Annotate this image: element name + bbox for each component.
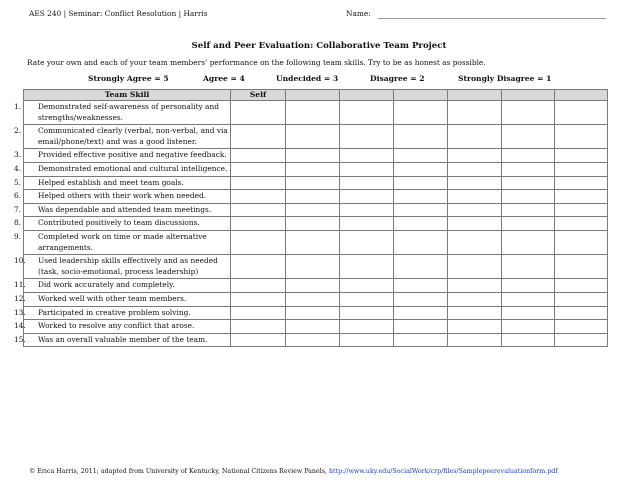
skill-number: 13. <box>14 307 26 317</box>
evaluation-table <box>14 89 608 347</box>
peer-rating-cell[interactable] <box>448 217 502 231</box>
table-row <box>24 279 608 293</box>
skill-number: 4. <box>14 163 22 173</box>
table-row <box>24 162 608 176</box>
peer-rating-cell[interactable] <box>394 149 448 163</box>
scale-strongly-disagree: Strongly Disagree = 1 <box>458 74 552 83</box>
peer-rating-cell[interactable] <box>394 217 448 231</box>
name-underline <box>378 18 606 19</box>
peer-rating-cell[interactable] <box>286 176 340 190</box>
peer-rating-cell[interactable] <box>340 125 394 149</box>
peer-rating-cell[interactable] <box>394 333 448 347</box>
peer-rating-cell[interactable] <box>448 279 502 293</box>
peer-rating-cell[interactable] <box>286 203 340 217</box>
skill-number: 8. <box>14 218 22 228</box>
peer-rating-cell[interactable] <box>502 306 555 320</box>
skill-cell <box>14 162 231 176</box>
header-member-2 <box>340 90 394 101</box>
skill-label: Used leadership skills effectively and as needed (task, socio-emotional, process leadership) <box>38 256 218 276</box>
skill-number: 15. <box>14 334 26 344</box>
table-header-row <box>24 90 608 101</box>
skill-text <box>14 218 228 229</box>
scale-agree: Agree = 4 <box>203 74 245 83</box>
peer-rating-cell[interactable] <box>555 101 608 125</box>
peer-rating-cell[interactable] <box>555 306 608 320</box>
header-self: Self <box>231 90 286 101</box>
peer-rating-cell[interactable] <box>502 217 555 231</box>
skill-cell <box>14 176 231 190</box>
self-rating-cell[interactable] <box>231 333 286 347</box>
skill-label: Helped establish and meet team goals. <box>38 177 184 187</box>
header-member-4 <box>448 90 502 101</box>
skill-cell <box>14 230 231 254</box>
skill-label: Participated in creative problem solving. <box>38 307 191 317</box>
peer-rating-cell[interactable] <box>555 162 608 176</box>
skill-number: 5. <box>14 177 22 187</box>
peer-rating-cell[interactable] <box>394 306 448 320</box>
peer-rating-cell[interactable] <box>340 176 394 190</box>
self-rating-cell[interactable] <box>231 306 286 320</box>
skill-number: 9. <box>14 231 22 241</box>
peer-rating-cell[interactable] <box>340 190 394 204</box>
header-member-5 <box>502 90 555 101</box>
peer-rating-cell[interactable] <box>555 190 608 204</box>
skill-text <box>14 204 228 216</box>
peer-rating-cell[interactable] <box>555 125 608 149</box>
table-row <box>24 292 608 306</box>
skill-number: 2. <box>14 126 22 136</box>
skill-text <box>14 102 228 123</box>
table-row <box>24 230 608 254</box>
skill-label: Was dependable and attended team meetings. <box>38 204 212 214</box>
peer-rating-cell[interactable] <box>555 292 608 306</box>
skill-text <box>14 177 228 189</box>
peer-rating-cell[interactable] <box>502 255 555 279</box>
peer-rating-cell[interactable] <box>340 162 394 176</box>
self-rating-cell[interactable] <box>231 125 286 149</box>
peer-rating-cell[interactable] <box>286 306 340 320</box>
peer-rating-cell[interactable] <box>340 255 394 279</box>
skill-text <box>14 231 228 253</box>
self-rating-cell[interactable] <box>231 203 286 217</box>
peer-rating-cell[interactable] <box>502 292 555 306</box>
self-rating-cell[interactable] <box>231 279 286 293</box>
peer-rating-cell[interactable] <box>340 306 394 320</box>
skill-number: 11. <box>14 280 26 290</box>
skill-number: 6. <box>14 191 22 201</box>
peer-rating-cell[interactable] <box>555 279 608 293</box>
peer-rating-cell[interactable] <box>394 162 448 176</box>
self-rating-cell[interactable] <box>231 292 286 306</box>
peer-rating-cell[interactable] <box>555 320 608 334</box>
peer-rating-cell[interactable] <box>394 125 448 149</box>
peer-rating-cell[interactable] <box>448 203 502 217</box>
peer-rating-cell[interactable] <box>394 230 448 254</box>
peer-rating-cell[interactable] <box>448 306 502 320</box>
skill-text <box>14 163 228 175</box>
skill-label: Demonstrated emotional and cultural intelligence. <box>38 163 228 173</box>
table-row <box>24 125 608 149</box>
peer-rating-cell[interactable] <box>555 333 608 347</box>
skill-cell <box>14 149 231 163</box>
skill-cell <box>14 306 231 320</box>
peer-rating-cell[interactable] <box>340 230 394 254</box>
skill-number: 10. <box>14 256 26 266</box>
skill-text <box>14 307 228 319</box>
self-rating-cell[interactable] <box>231 101 286 125</box>
peer-rating-cell[interactable] <box>286 333 340 347</box>
table-row <box>24 203 608 217</box>
skill-text <box>14 280 228 291</box>
name-label: Name: <box>346 9 371 18</box>
peer-rating-cell[interactable] <box>448 320 502 334</box>
skill-label: Helped others with their work when needed. <box>38 191 207 201</box>
self-rating-cell[interactable] <box>231 217 286 231</box>
skill-label: Did work accurately and completely. <box>38 280 175 290</box>
skill-label: Communicated clearly (verbal, non-verbal, and via email/phone/text) and was a good listener. <box>38 126 228 146</box>
peer-rating-cell[interactable] <box>286 292 340 306</box>
peer-rating-cell[interactable] <box>340 149 394 163</box>
table-row <box>24 149 608 163</box>
peer-rating-cell[interactable] <box>340 320 394 334</box>
skill-cell <box>14 320 231 334</box>
peer-rating-cell[interactable] <box>286 149 340 163</box>
skill-label: Was an overall valuable member of the team. <box>38 334 208 344</box>
peer-rating-cell[interactable] <box>502 101 555 125</box>
self-rating-cell[interactable] <box>231 190 286 204</box>
skill-text <box>14 293 228 305</box>
table-row <box>24 333 608 347</box>
instructions: Rate your own and each of your team members’ performance on the following team skills. Try to be as honest as possible. <box>27 58 486 67</box>
peer-rating-cell[interactable] <box>555 217 608 231</box>
peer-rating-cell[interactable] <box>555 149 608 163</box>
table-row <box>24 255 608 279</box>
peer-rating-cell[interactable] <box>394 320 448 334</box>
scale-undecided: Undecided = 3 <box>276 74 339 83</box>
skill-cell <box>14 217 231 231</box>
peer-rating-cell[interactable] <box>448 101 502 125</box>
header-member-6 <box>555 90 608 101</box>
peer-rating-cell[interactable] <box>286 101 340 125</box>
skill-number: 12. <box>14 293 26 303</box>
peer-rating-cell[interactable] <box>502 190 555 204</box>
peer-rating-cell[interactable] <box>340 217 394 231</box>
table-row <box>24 176 608 190</box>
header-team-skill: Team Skill <box>24 90 231 101</box>
skill-label: Completed work on time or made alternative arrangements. <box>38 231 207 252</box>
skill-cell <box>14 292 231 306</box>
skill-text <box>14 191 228 202</box>
self-rating-cell[interactable] <box>231 149 286 163</box>
peer-rating-cell[interactable] <box>502 279 555 293</box>
peer-rating-cell[interactable] <box>286 320 340 334</box>
peer-rating-cell[interactable] <box>286 279 340 293</box>
self-rating-cell[interactable] <box>231 230 286 254</box>
peer-rating-cell[interactable] <box>502 162 555 176</box>
skill-text <box>14 256 228 277</box>
peer-rating-cell[interactable] <box>448 125 502 149</box>
skill-number: 1. <box>14 102 22 111</box>
peer-rating-cell[interactable] <box>340 333 394 347</box>
peer-rating-cell[interactable] <box>502 230 555 254</box>
skill-label: Contributed positively to team discussions. <box>38 218 200 228</box>
peer-rating-cell[interactable] <box>340 203 394 217</box>
peer-rating-cell[interactable] <box>448 176 502 190</box>
peer-rating-cell[interactable] <box>394 255 448 279</box>
peer-rating-cell[interactable] <box>502 203 555 217</box>
peer-rating-cell[interactable] <box>448 162 502 176</box>
skill-text <box>14 150 228 161</box>
skill-cell <box>14 125 231 149</box>
skill-text <box>14 334 228 346</box>
peer-rating-cell[interactable] <box>394 279 448 293</box>
header-member-3 <box>394 90 448 101</box>
skill-number: 3. <box>14 150 22 160</box>
skill-cell <box>14 203 231 217</box>
peer-rating-cell[interactable] <box>394 101 448 125</box>
skill-label: Demonstrated self-awareness of personality and strengths/weaknesses. <box>38 102 219 122</box>
peer-rating-cell[interactable] <box>286 217 340 231</box>
table-row <box>24 190 608 204</box>
skill-cell <box>14 255 231 279</box>
self-rating-cell[interactable] <box>231 255 286 279</box>
skill-label: Worked well with other team members. <box>38 293 187 303</box>
skill-cell <box>14 101 231 125</box>
peer-rating-cell[interactable] <box>502 320 555 334</box>
peer-rating-cell[interactable] <box>502 149 555 163</box>
skill-cell <box>14 333 231 347</box>
peer-rating-cell[interactable] <box>448 292 502 306</box>
peer-rating-cell[interactable] <box>448 190 502 204</box>
peer-rating-cell[interactable] <box>286 230 340 254</box>
skill-cell <box>14 190 231 204</box>
peer-rating-cell[interactable] <box>448 149 502 163</box>
footer-credit: © Erica Harris, 2011; adapted from University of Kentucky, National Citizens Review Panels, <box>29 468 327 475</box>
footer-link[interactable]: http://www.uky.edu/SocialWork/crp/files/Samplepeerevaluationform.pdf <box>328 468 558 475</box>
page-title: Self and Peer Evaluation: Collaborative Team Project <box>191 41 447 51</box>
table-row <box>24 101 608 125</box>
footer <box>29 468 558 475</box>
scale-strongly-agree: Strongly Agree = 5 <box>88 74 169 83</box>
peer-rating-cell[interactable] <box>394 176 448 190</box>
table-row <box>24 320 608 334</box>
skill-number: 14. <box>14 321 26 331</box>
peer-rating-cell[interactable] <box>555 176 608 190</box>
skill-cell <box>14 279 231 293</box>
skill-number: 7. <box>14 204 22 214</box>
peer-rating-cell[interactable] <box>286 255 340 279</box>
table-row <box>24 306 608 320</box>
peer-rating-cell[interactable] <box>340 292 394 306</box>
self-rating-cell[interactable] <box>231 176 286 190</box>
peer-rating-cell[interactable] <box>448 333 502 347</box>
peer-rating-cell[interactable] <box>394 203 448 217</box>
peer-rating-cell[interactable] <box>502 125 555 149</box>
peer-rating-cell[interactable] <box>394 190 448 204</box>
skill-label: Provided effective positive and negative feedback. <box>38 150 227 160</box>
header-member-1 <box>286 90 340 101</box>
peer-rating-cell[interactable] <box>555 230 608 254</box>
table-row <box>24 217 608 231</box>
peer-rating-cell[interactable] <box>555 203 608 217</box>
skill-label: Worked to resolve any conflict that arose. <box>38 321 195 331</box>
peer-rating-cell[interactable] <box>502 333 555 347</box>
peer-rating-cell[interactable] <box>286 125 340 149</box>
peer-rating-cell[interactable] <box>448 255 502 279</box>
skill-text <box>14 321 228 332</box>
peer-rating-cell[interactable] <box>555 255 608 279</box>
peer-rating-cell[interactable] <box>340 101 394 125</box>
course-header: AES 240 | Seminar: Conflict Resolution | Harris <box>29 9 208 18</box>
peer-rating-cell[interactable] <box>340 279 394 293</box>
skill-text <box>14 126 228 147</box>
peer-rating-cell[interactable] <box>286 162 340 176</box>
self-rating-cell[interactable] <box>231 320 286 334</box>
peer-rating-cell[interactable] <box>394 292 448 306</box>
peer-rating-cell[interactable] <box>502 176 555 190</box>
self-rating-cell[interactable] <box>231 162 286 176</box>
peer-rating-cell[interactable] <box>448 230 502 254</box>
scale-disagree: Disagree = 2 <box>370 74 425 83</box>
peer-rating-cell[interactable] <box>286 190 340 204</box>
